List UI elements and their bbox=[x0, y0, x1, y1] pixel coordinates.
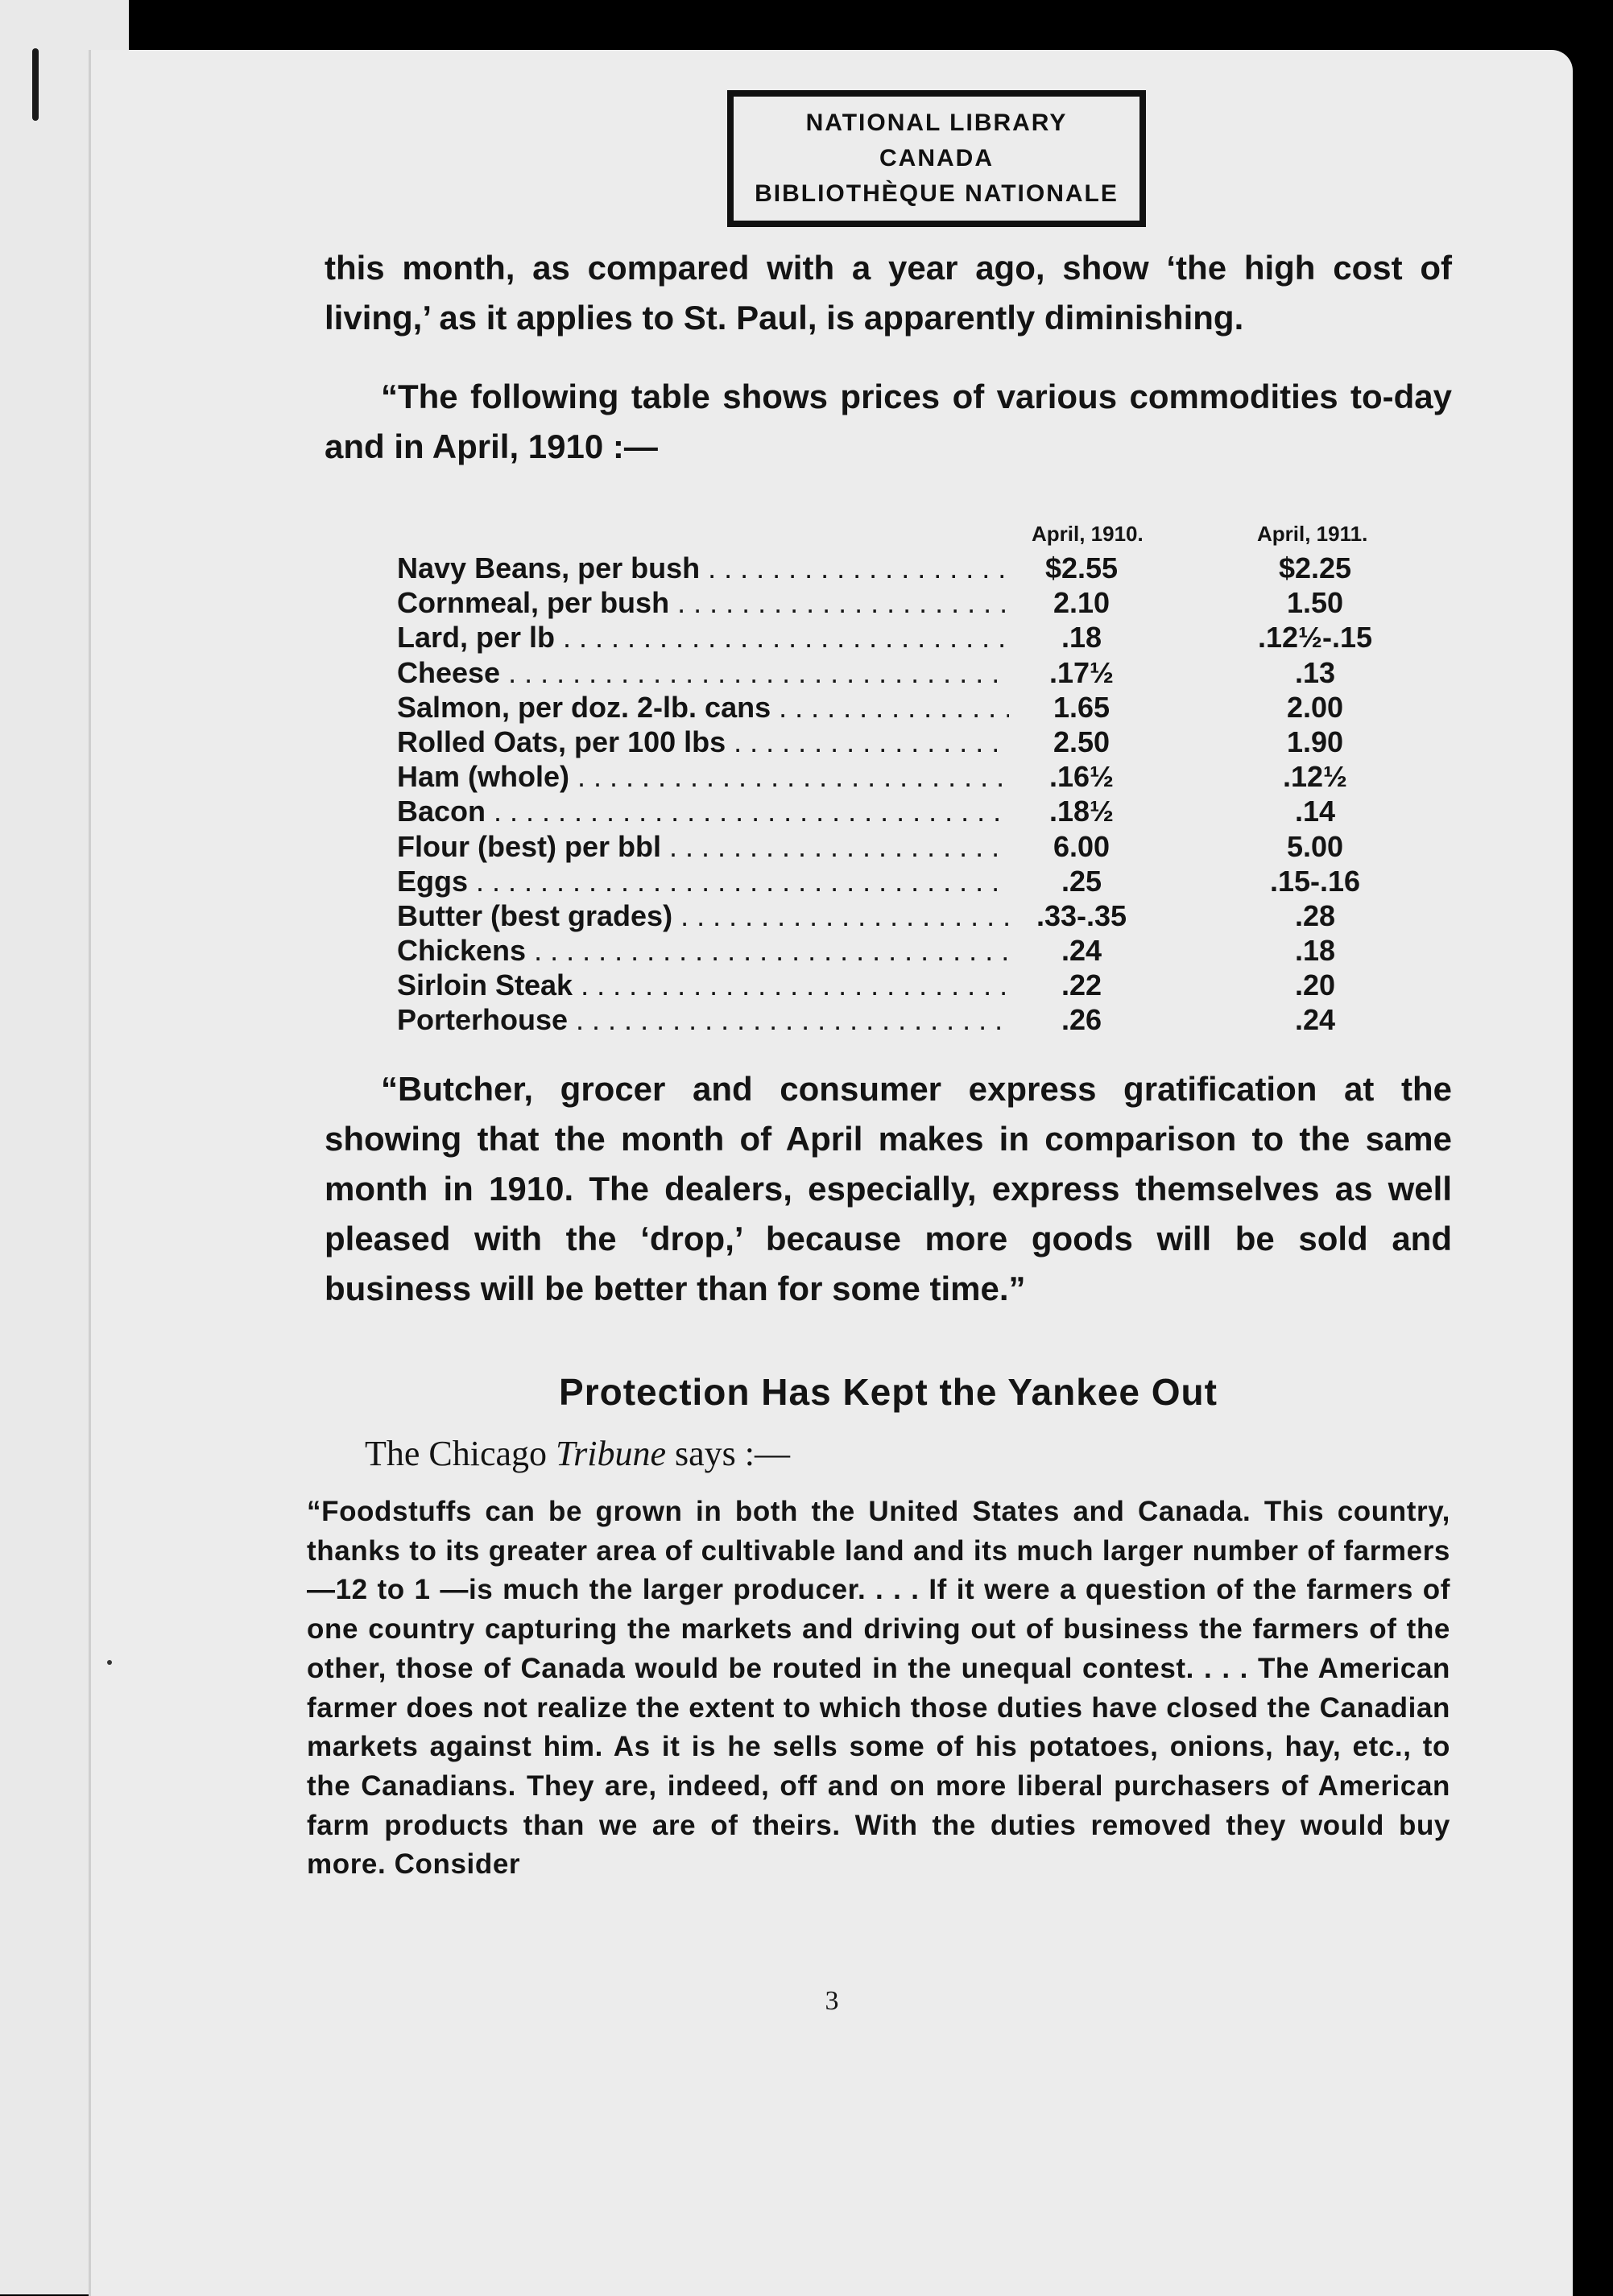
commodity-label: Ham (whole) . . . bbox=[397, 759, 1009, 794]
commodity-label: Salmon, per doz. 2-lb. cans . . . bbox=[397, 690, 1009, 725]
page-number: 3 bbox=[825, 1986, 839, 2016]
commodity-label: Sirloin Steak . . . bbox=[397, 968, 1009, 1002]
paragraph-butcher-grocer bbox=[325, 1064, 1452, 1314]
price-1911: 5.00 bbox=[1286, 829, 1344, 863]
paragraph-text: “The following table shows prices of various commodities to-day and in April, 1910 :— bbox=[325, 378, 1452, 465]
commodity-label: Chickens . . . bbox=[397, 933, 1009, 968]
library-stamp bbox=[727, 90, 1146, 227]
price-1910: 6.00 bbox=[1053, 829, 1110, 863]
intro-publication: Tribune bbox=[556, 1434, 666, 1473]
intro-prefix: The Chicago bbox=[365, 1434, 556, 1473]
table-row bbox=[397, 725, 1412, 759]
price-1910: .16½ bbox=[1048, 760, 1115, 794]
paragraph-table-intro bbox=[325, 372, 1452, 472]
table-header bbox=[397, 515, 1412, 551]
table-row bbox=[397, 655, 1412, 690]
commodity-label: Porterhouse . . . bbox=[397, 1002, 1009, 1037]
document-page bbox=[89, 50, 1573, 2296]
table-body bbox=[397, 551, 1412, 1038]
stamp-line-1: NATIONAL LIBRARY bbox=[805, 109, 1068, 136]
commodity-label: Rolled Oats, per 100 lbs . . . bbox=[397, 725, 1009, 759]
price-1910: 2.10 bbox=[1053, 586, 1110, 620]
table-row bbox=[397, 620, 1412, 655]
ink-mark bbox=[32, 48, 39, 121]
price-1911: .14 bbox=[1294, 795, 1336, 828]
table-row bbox=[397, 1002, 1412, 1037]
price-1911: .13 bbox=[1294, 655, 1336, 689]
paragraph-text: this month, as compared with a year ago, show ‘the high cost of living,’ as it applies to St. Paul, is apparently diminishing. bbox=[325, 249, 1452, 337]
table-row bbox=[397, 864, 1412, 898]
price-1911: .20 bbox=[1294, 968, 1336, 1002]
price-1911: .12½ bbox=[1282, 760, 1348, 794]
table-row bbox=[397, 898, 1412, 933]
table-row bbox=[397, 759, 1412, 794]
price-1911: 1.90 bbox=[1286, 725, 1344, 758]
price-1910: 1.65 bbox=[1053, 690, 1110, 724]
price-1911: .12½-.15 bbox=[1257, 621, 1373, 655]
price-1911: .24 bbox=[1294, 1003, 1336, 1037]
table-row bbox=[397, 933, 1412, 968]
table-row bbox=[397, 794, 1412, 828]
price-1910: .18 bbox=[1061, 621, 1102, 655]
commodity-label: Bacon . . . bbox=[397, 794, 1009, 828]
price-1911: .18 bbox=[1294, 934, 1336, 968]
commodity-label: Butter (best grades) . . . bbox=[397, 898, 1009, 933]
price-1911: 2.00 bbox=[1286, 690, 1344, 724]
speck bbox=[107, 1660, 112, 1665]
table-row bbox=[397, 968, 1412, 1002]
price-1911: .28 bbox=[1294, 898, 1336, 932]
table-row bbox=[397, 551, 1412, 585]
commodity-label: Cornmeal, per bush . . . bbox=[397, 585, 1009, 620]
table-row bbox=[397, 585, 1412, 620]
section-heading: Protection Has Kept the Yankee Out bbox=[559, 1371, 1218, 1413]
section-intro bbox=[365, 1433, 790, 1474]
table-row bbox=[397, 829, 1412, 864]
stamp-line-3: BIBLIOTHÈQUE NATIONALE bbox=[755, 180, 1119, 207]
paragraph-continuation bbox=[325, 243, 1452, 343]
commodity-label: Cheese . . . bbox=[397, 655, 1009, 690]
tribune-quote: “Foodstuffs can be grown in both the United States and Canada. This country, thanks to its greater area of cultivable land and its much larger number of farmers—12 to 1 —is much the larger producer. . . . If it were a question of the farmers of one country capturing the markets and driving out of business the farmers of the other, those of Canada would be routed in the unequal contest. . . . The American farmer does not realize the extent to which those duties have closed the Canadian markets against him. As it is he sells some of his potatoes, onions, hay, etc., to the Canadians. They are, indeed, off and on more liberal purchasers of American farm products than we are of theirs. With the duties removed they would buy more. Consider bbox=[307, 1496, 1450, 1881]
price-1910: $2.55 bbox=[1044, 551, 1119, 584]
price-1910: .26 bbox=[1061, 1003, 1102, 1037]
price-1911: .15-.16 bbox=[1269, 864, 1361, 898]
price-1910: .22 bbox=[1061, 968, 1102, 1002]
commodity-label: Eggs . . . bbox=[397, 864, 1009, 898]
price-1910: .33-.35 bbox=[1036, 898, 1127, 932]
price-1910: .25 bbox=[1061, 864, 1102, 898]
stamp-line-2: CANADA bbox=[879, 145, 994, 171]
column-header-1911: April, 1911. bbox=[1257, 522, 1368, 546]
commodity-label: Flour (best) per bbl . . . bbox=[397, 829, 1009, 864]
price-1910: .18½ bbox=[1048, 795, 1115, 828]
commodity-label: Lard, per lb . . . bbox=[397, 620, 1009, 655]
price-table bbox=[397, 515, 1412, 1038]
table-row bbox=[397, 690, 1412, 725]
commodity-label: Navy Beans, per bush . . . bbox=[397, 551, 1009, 585]
paragraph-text: “Butcher, grocer and consumer express gratification at the showing that the month of April makes in comparison to the same month in 1910. The dealers, especially, express themselves as well pleased with the ‘drop,’ because more goods will be sold and business will be better than for some time.” bbox=[325, 1070, 1452, 1307]
price-1911: $2.25 bbox=[1278, 551, 1352, 584]
price-1910: .24 bbox=[1061, 934, 1102, 968]
column-header-1910: April, 1910. bbox=[1032, 522, 1144, 546]
intro-suffix: says :— bbox=[665, 1434, 790, 1473]
price-1910: .17½ bbox=[1048, 655, 1115, 689]
price-1910: 2.50 bbox=[1053, 725, 1110, 758]
price-1911: 1.50 bbox=[1286, 586, 1344, 620]
